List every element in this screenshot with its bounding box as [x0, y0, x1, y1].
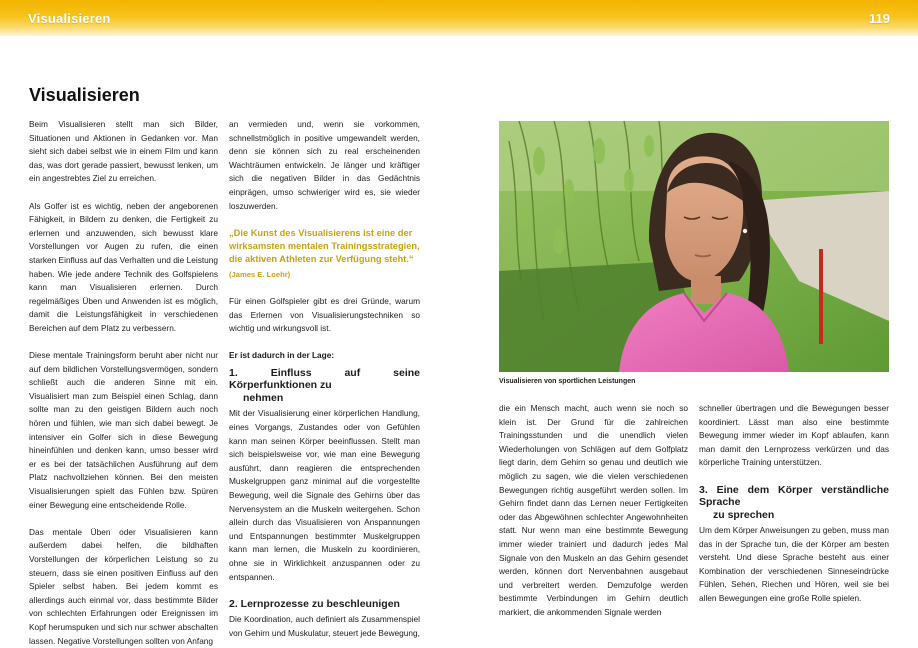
paragraph: Mit der Visualisierung einer körperlichen Handlung, eines Vorgangs, Zustandes oder von Gefühlen kann man seinen Körper beeinflussen. Stellt man sich beispielsweise vor, wie man eine Bewegung ausführt, dann reagieren die entsprechenden Muskelgruppen ganz minimal auf die vorgestellte Bewegung, weil die Signale des Gehirns über das Nervensystem an die Muskeln weitergehen. Schon allein durch das Visualisieren von Anspannungen und Entspannungen bestimmter Muskelgruppen kann man lernen, die Muskeln zu koordinieren, ohne sie in Wirklichkeit anzuspannen oder zu entspannen. — [229, 408, 420, 582]
header-band — [0, 0, 918, 36]
text-column-1 — [29, 118, 218, 648]
paragraph: Für einen Golfspieler gibt es drei Gründe, warum das Erlernen von Visualisierungstechniken so wichtig und wirkungsvoll ist. — [229, 295, 420, 334]
page-number: 119 — [869, 11, 890, 26]
subheading-1 — [229, 367, 420, 405]
pull-quote: „Die Kunst des Visualisierens ist eine der wirksamsten mentalen Trainingsstrategien, die aktiven Athleten zur Verfügung steht.“ — [229, 227, 420, 264]
photo-illustration — [499, 121, 889, 372]
running-header-title: Visualisieren — [28, 11, 111, 26]
subheading-2: 2. Lernprozesse zu beschleunigen — [229, 597, 400, 610]
text-column-4 — [699, 402, 889, 619]
quote-author: (James E. Loehr) — [229, 269, 291, 279]
paragraph: schneller übertragen und die Bewegungen besser koordiniert. Lässt man also eine bestimmte Bewegung immer wieder im Kopf ablaufen, kann man damit den Lernprozess verkürzen und das körperliche Training unterstützen. — [699, 403, 889, 468]
text-column-3 — [499, 402, 688, 633]
page-title: Visualisieren — [29, 85, 140, 105]
photo-girl-visualizing — [499, 121, 889, 372]
list-intro: Er ist dadurch in der Lage: — [229, 350, 335, 361]
paragraph: Um dem Körper Anweisungen zu geben, muss man das in der Sprache tun, die der Körper am besten versteht. Und diese Sprache besteht aus einer Kombination der verschiedenen Sinneseindrücke Fühlen, Sehen, Riechen und Hören, weil sie bei allen Bewegungen eine große Rolle spielen. — [699, 525, 889, 604]
subheading-1-line1: 1. Einfluss auf seine Körperfunktionen zu — [229, 366, 420, 392]
paragraph: die ein Mensch macht, auch wenn sie noch so klein ist. Der Grund für die zahlreichen Trainingsstunden und die unendlich vielen Wiederholungen von Schlägen auf dem Golfplatz liegt darin, dem Gehirn so genau und deutlich wie möglich zu sagen, wie die vielen verschiedenen Bewegungen richtig ausgeführt werden sollen. Im Gehirn findet dann das Lernen neuer Fertigkeiten oder das Abgewöhnen schlechter Angewohnheiten statt. Nur wenn man eine bestimmte Bewegung immer wieder trainiert und dadurch jedes Mal Signale von den Muskeln an das Gehirn gesendet werden, können dort Nervenbahnen ausgebaut und verbreitert werden. Demzufolge werden bestimmte Verbindungen im Gehirn deutlich markiert, die ankommenden Signale werden — [499, 403, 688, 617]
subheading-3 — [699, 484, 889, 522]
subheading-3-line2: zu sprechen — [713, 508, 775, 521]
text-column-2 — [229, 118, 420, 648]
subheading-3-line1: 3. Eine dem Körper verständliche Sprache — [699, 483, 889, 509]
paragraph: Das mentale Üben oder Visualisieren kann außerdem dabei helfen, die bildhaften Vorstellungen der körperlichen Leistung so zu steuern, dass sie einen positiven Einfluss auf den Spieler selbst haben. Bei jedem kommt es allerdings auch einmal vor, dass bestimmte Bilder von schlechten Erfahrungen oder Ereignissen im Kopf herumspuken und sich nur schwer abschalten lassen. Negative Vorstellungen sollten von Anfang — [29, 526, 218, 646]
paragraph: Als Golfer ist es wichtig, neben der angeborenen Fähigkeit, in Bildern zu denken, die Fertigkeit zu erlernen und anzuwenden, sich bewusst klare Vorstellungen vor Augen zu rufen, die einen starken Einfluss auf das Verhalten und die Leistung haben. Wie jede andere Technik des Golfspielens kann man Visualisieren erlernen. Durch regelmäßiges Üben und Anwenden ist es möglich, damit die Leistungsfähigkeit in verschiedenen Bereichen auf dem Platz zu verbessern. — [29, 200, 218, 333]
subheading-1-line2: nehmen — [243, 391, 284, 404]
paragraph: Die Koordination, auch definiert als Zusammenspiel von Gehirn und Muskulatur, steuert jede Bewegung, — [229, 614, 420, 638]
paragraph: Diese mentale Trainingsform beruht aber nicht nur auf dem bildlichen Vorstellungsvermögen, sondern schließt auch die anderen Sinne mit ein. Visualisiert man zum Beispiel einen Schlag, dann sollte man zu den geistigen Bildern auch noch hören und fühlen, wie man sich dabei bewegt. Je intensiver ein Golfer sich in diese Bewegung hineinfühlen und denken kann, umso besser wird er es bei der tatsächlichen Ausführung auf dem Platz nachvollziehen können. Bei den meisten Visualisierungen spielt das Fühlen bzw. Spüren einer Bewegung eine entscheidende Rolle. — [29, 350, 218, 510]
figure-caption: Visualisieren von sportlichen Leistungen — [499, 378, 636, 385]
paragraph: Beim Visualisieren stellt man sich Bilder, Situationen und Aktionen in Gedanken vor. Man sieht sich dabei selbst wie in einem Film und kann das, was dort gerade passiert, bewusst lenken, um ein angestrebtes Ziel zu erreichen. — [29, 119, 218, 184]
paragraph: an vermieden und, wenn sie vorkommen, schnellstmöglich in positive umgewandelt werden, denn sie können sich zu real erscheinenden Wachträumen entwickeln. Je länger und kräftiger sich die negativen Bilder in das Gedächtnis einprägen, umso schwieriger wird es, sie wieder loszuwerden. — [229, 119, 420, 211]
